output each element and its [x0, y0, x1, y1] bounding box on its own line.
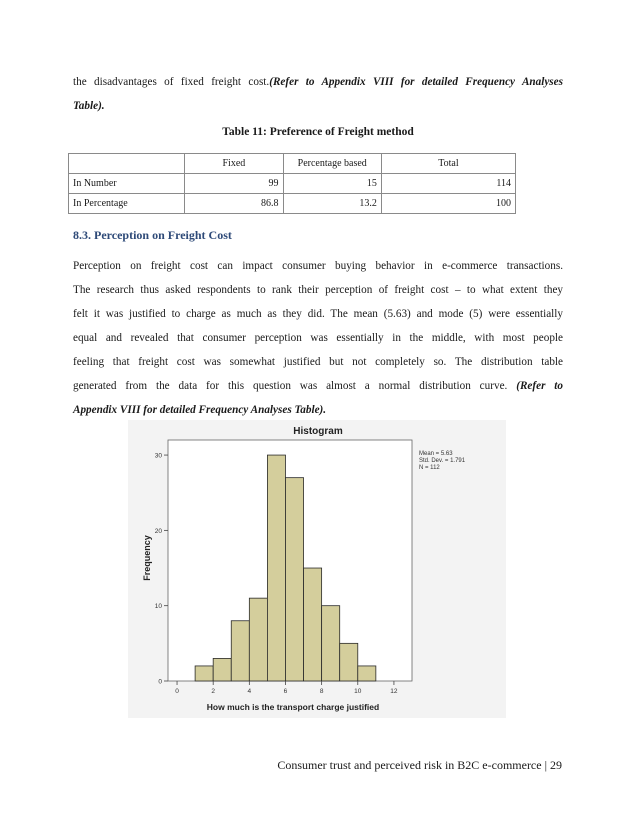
stats-mean: Mean = 5.63 — [419, 451, 453, 457]
histogram-bar — [322, 606, 340, 681]
histogram-bar — [285, 478, 303, 681]
table-header-row — [69, 154, 516, 174]
freight-method-table — [68, 153, 516, 214]
x-tick-label: 12 — [390, 688, 398, 695]
appendix-reference-end: Table). — [73, 100, 105, 112]
stats-std-dev: Std. Dev. = 1.791 — [419, 458, 466, 464]
plot-area — [155, 440, 412, 695]
body-paragraph — [73, 254, 563, 422]
header-cell: Total — [381, 154, 515, 174]
x-tick-label: 2 — [211, 688, 215, 695]
body-line-text: generated from the data for this question was almost a normal distribution curve. — [73, 380, 508, 392]
cell-percentage: 13.2 — [283, 194, 381, 214]
appendix-reference: (Refer to Appendix VIII for detailed Frequency Analyses — [269, 76, 563, 88]
histogram-bar — [195, 666, 213, 681]
cell-fixed: 99 — [185, 174, 283, 194]
appendix-reference-end: Appendix VIII for detailed Frequency Analyses Table). — [73, 404, 327, 416]
cell-total: 100 — [381, 194, 515, 214]
y-tick-label: 10 — [154, 603, 162, 611]
x-tick-label: 4 — [247, 688, 252, 695]
table-row — [69, 194, 516, 214]
page-footer: Consumer trust and perceived risk in B2C e-commerce | 29 — [277, 758, 562, 772]
y-axis-label: Frequency — [142, 535, 152, 581]
histogram-bar — [249, 598, 267, 681]
body-line: felt it was justified to charge as much as they did. The mean (5.63) and mode (5) were essentially — [73, 308, 563, 320]
histogram-bar — [213, 658, 231, 681]
histogram-bar — [340, 643, 358, 681]
header-cell: Fixed — [185, 154, 283, 174]
y-tick-label: 30 — [154, 452, 162, 460]
row-label: In Number — [69, 174, 185, 194]
cell-percentage: 15 — [283, 174, 381, 194]
intro-paragraph — [73, 70, 563, 118]
x-axis-label: How much is the transport charge justified — [206, 702, 380, 712]
x-tick-label: 6 — [283, 688, 288, 695]
cell-fixed: 86.8 — [185, 194, 283, 214]
stats-n: N = 112 — [419, 465, 440, 471]
appendix-reference: (Refer to — [516, 380, 563, 392]
body-line-with-reference — [73, 374, 563, 398]
intro-text: the disadvantages of fixed freight cost. — [73, 76, 270, 88]
x-tick-label: 0 — [175, 688, 179, 695]
histogram-bar — [267, 455, 285, 681]
table-row — [69, 174, 516, 194]
histogram-bar — [304, 568, 322, 681]
y-tick-label: 0 — [158, 678, 162, 686]
body-line: Perception on freight cost can impact consumer buying behavior in e-commerce transactions. — [73, 260, 563, 272]
chart-title: Histogram — [293, 426, 343, 437]
header-cell: Percentage based — [283, 154, 381, 174]
histogram-svg — [128, 420, 506, 718]
section-heading: 8.3. Perception on Freight Cost — [73, 228, 232, 242]
cell-total: 114 — [381, 174, 515, 194]
table-caption: Table 11: Preference of Freight method — [222, 126, 414, 138]
x-tick-label: 8 — [319, 688, 324, 695]
body-line: feeling that freight cost was somewhat justified but not completely so. The distribution table — [73, 356, 563, 368]
row-label: In Percentage — [69, 194, 185, 214]
histogram-bar — [231, 621, 249, 681]
body-line: equal and revealed that consumer perception was essentially in the middle, with most people — [73, 332, 563, 344]
histogram-chart — [128, 420, 506, 718]
y-tick-label: 20 — [154, 527, 162, 535]
header-cell — [69, 154, 185, 174]
intro-line — [73, 70, 563, 94]
x-tick-label: 10 — [354, 688, 362, 695]
body-line: The research thus asked respondents to rank their perception of freight cost – to what extent they — [73, 284, 563, 296]
histogram-bar — [358, 666, 376, 681]
